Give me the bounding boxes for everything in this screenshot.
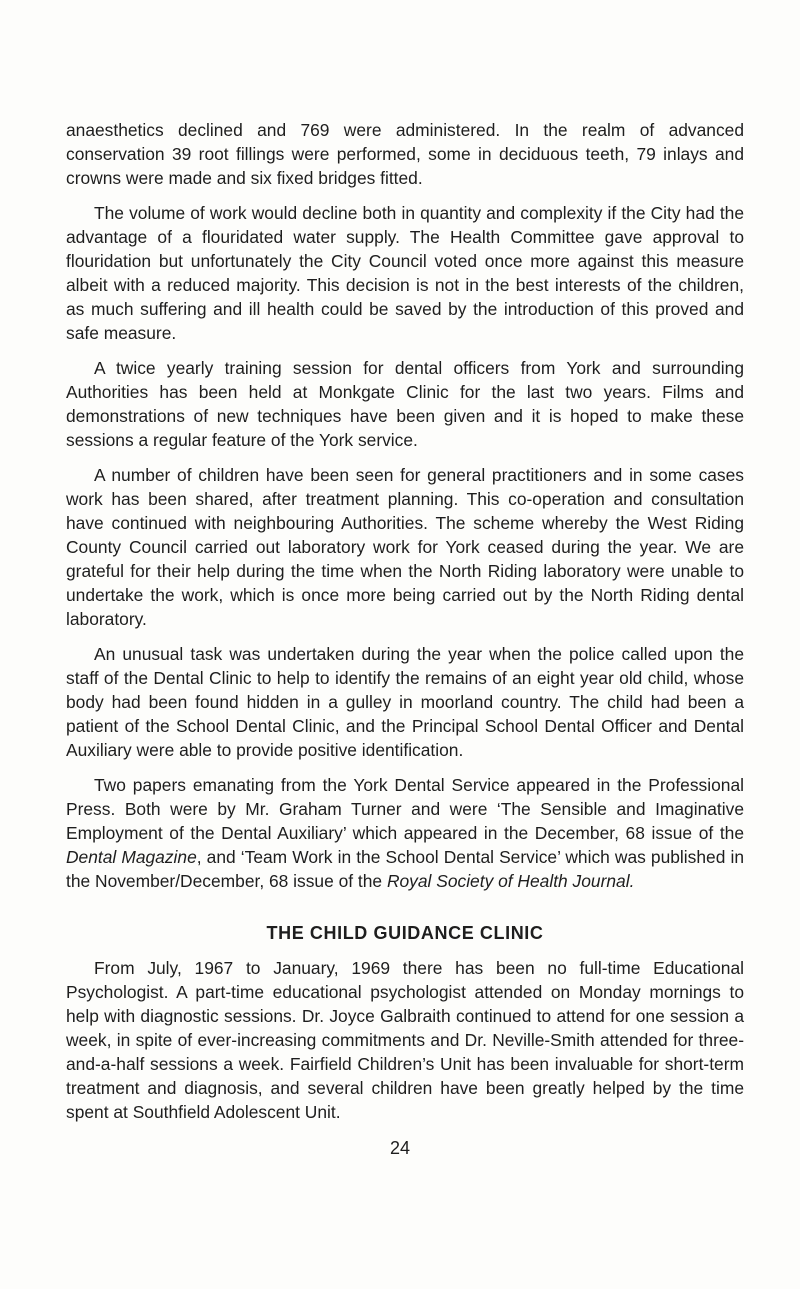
paragraph-flouridation: The volume of work would decline both in quantity and complexity if the City had the advantage of a flouridated water supply. The Health Committee gave approval to flouridation but unfortunately the City Council voted once more against this measure albeit with a reduced majority. This decision is not in the best interests of the children, as much suffering and ill health could be saved by the introduction of this proved and safe measure. (66, 203, 744, 343)
document-page (66, 118, 744, 1135)
paragraph-papers (66, 773, 744, 893)
paragraph-child-guidance: From July, 1967 to January, 1969 there has been no full-time Educational Psychologist. A part-time educational psychologist attended on Monday mornings to help with diagnostic sessions. Dr. Joyce Galbraith continued to attend for one session a week, in spite of ever-increasing commitments and Dr. Neville-Smith attended for three-and-a-half sessions a week. Fairfield Children’s Unit has been invaluable for short-term treatment and diagnosis, and several children have been greatly helped by the time spent at Southfield Adolescent Unit. (66, 958, 744, 1122)
paragraph-general-practitioners: A number of children have been seen for general practitioners and in some cases work has been shared, after treatment planning. This co-operation and consultation have continued with neighbouring Authorities. The scheme whereby the West Riding County Council carried out laboratory work for York ceased during the year. We are grateful for their help during the time when the North Riding laboratory were unable to undertake the work, which is once more being carried out by the North Riding dental laboratory. (66, 465, 744, 629)
journal-dental-magazine: Dental Magazine (66, 847, 197, 867)
section-heading-child-guidance: THE CHILD GUIDANCE CLINIC (266, 923, 544, 943)
paragraph-anaesthetics: anaesthetics declined and 769 were administered. In the realm of advanced conservation 39 root fillings were performed, some in deciduous teeth, 79 inlays and crowns were made and six fixed bridges fitted. (66, 120, 744, 188)
paragraph-training-session: A twice yearly training session for dental officers from York and surrounding Authorities has been held at Monkgate Clinic for the last two years. Films and demonstrations of new techniques have been given and it is hoped to make these sessions a regular feature of the York service. (66, 358, 744, 450)
papers-text-part1: Two papers emanating from the York Dental Service appeared in the Professional Press. Both were by Mr. Graham Turner and were ‘The Sensible and Imaginative Employment of the Dental Auxiliary’ which appeared in the December, 68 issue of the (66, 775, 744, 843)
papers-text-part2: , and ‘Team Work in the School Dental Service’ which was published in the November/December, 68 issue of the (66, 847, 744, 891)
journal-royal-society: Royal Society of Health Journal. (386, 871, 635, 891)
paragraph-identification: An unusual task was undertaken during the year when the police called upon the staff of the Dental Clinic to help to identify the remains of an eight year old child, whose body had been found hidden in a gulley in moorland country. The child had been a patient of the School Dental Clinic, and the Principal School Dental Officer and Dental Auxiliary were able to provide positive identification. (66, 644, 744, 760)
page-number: 24 (389, 1138, 411, 1158)
